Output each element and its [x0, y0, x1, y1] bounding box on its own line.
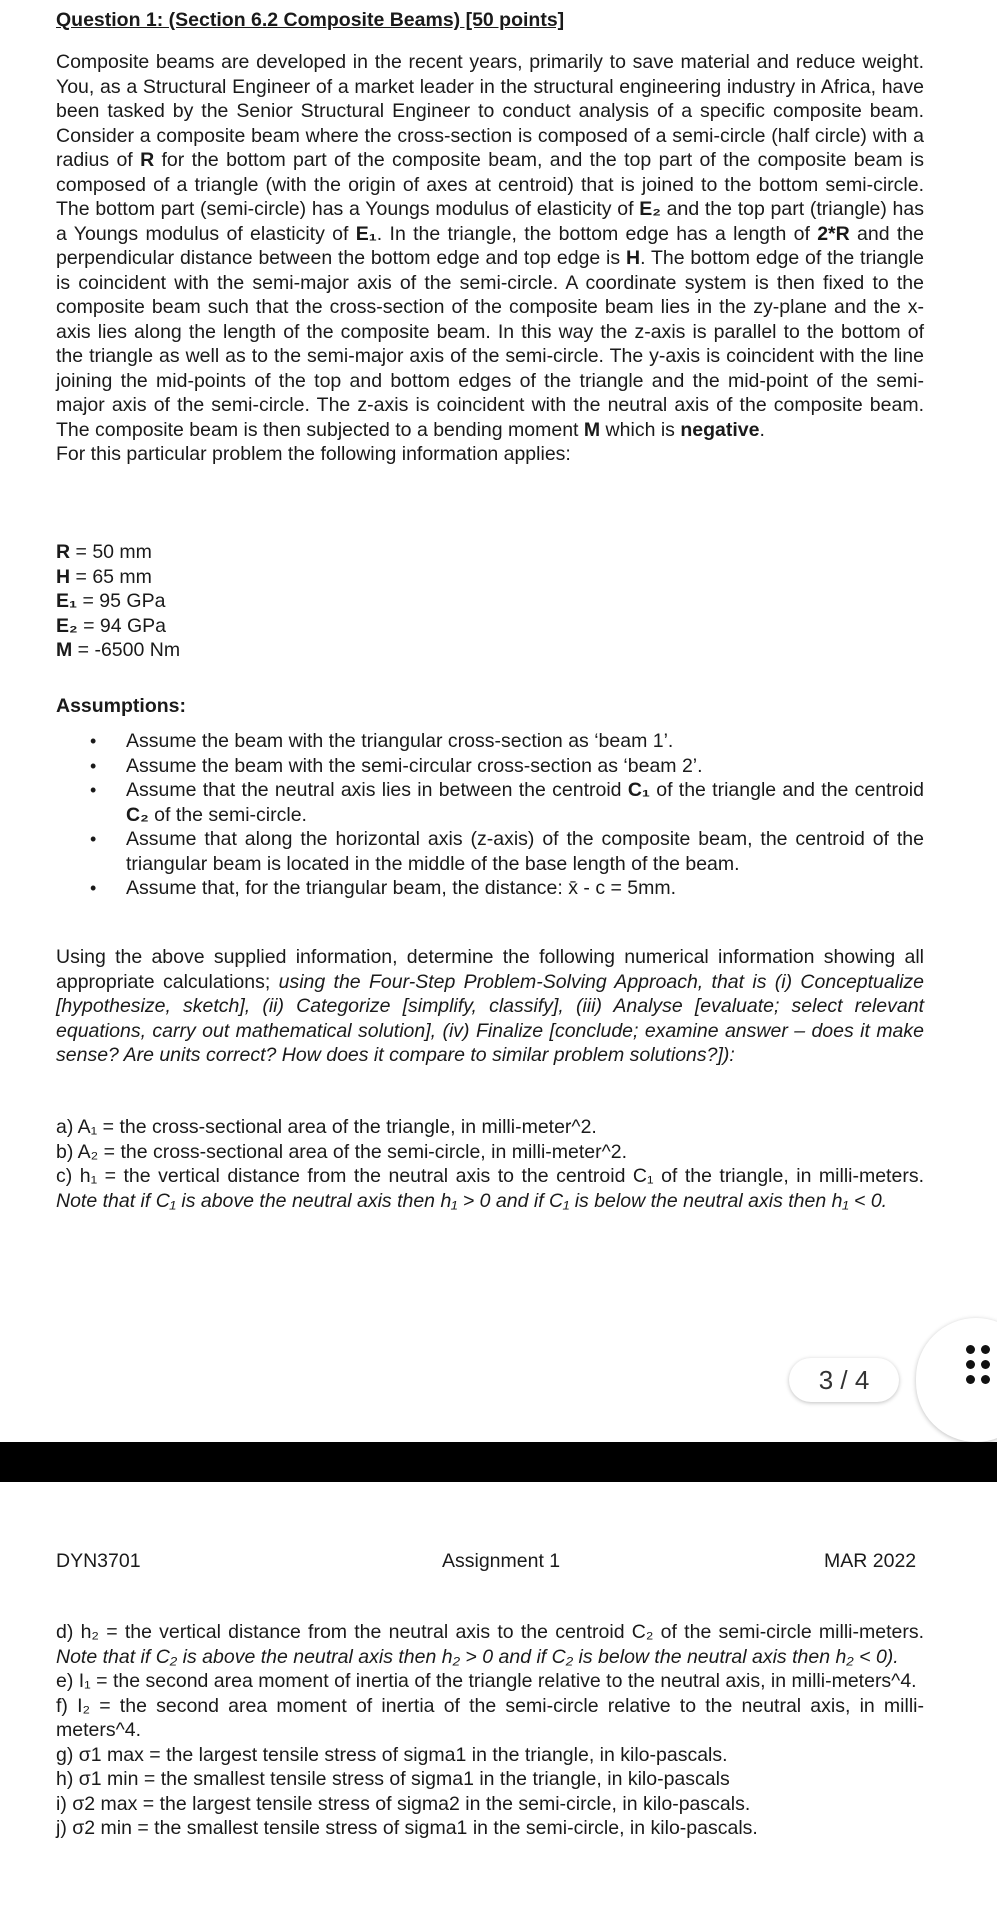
given-E1: E₁ = 95 GPa: [56, 590, 166, 612]
symbol-E2: E₂: [639, 198, 661, 220]
symbol-M: M: [583, 418, 601, 441]
header-date: MAR 2022: [824, 1550, 917, 1572]
intro-text: and the top part (triangle) has a Youngs modulus of elasticity of: [56, 198, 924, 245]
intro-text: and the perpendicular distance between the bottom edge and top edge is: [56, 222, 924, 269]
page-separator: [0, 1442, 997, 1482]
part-g: g) σ1 max = the largest tensile stress of sigma1 in the triangle, in kilo-pascals.: [56, 1743, 728, 1766]
part-f: f) I₂ = the second area moment of inertia of the semi-circle relative to the neutral axis, in milli-meters^4.: [56, 1694, 924, 1741]
given-H: H = 65 mm: [56, 565, 152, 588]
question-parts-a-c: [56, 1115, 924, 1213]
list-item: • Assume that, for the triangular beam, the distance: x̄ - c = 5mm.: [126, 876, 924, 901]
intro-text: which is: [600, 418, 681, 441]
given-values: [56, 540, 924, 663]
instructions: Using the above supplied information, determine the following numerical information showing all appropriate calculations; using the Four-Step Problem-Solving Approach, that is (i) Conceptualize [hypothesize, sketch], (ii) Categorize [simplify, classify], (iii) Analyse [evaluate; select relevant equations, carry out mathematical solution], (iv) Finalize [conclude; examine answer – does it make sense? Are units correct? How does it compare to similar problem solutions?]):: [56, 946, 924, 1066]
given-M: M = -6500 Nm: [56, 639, 181, 661]
intro-lead-in: For this particular problem the following information applies:: [56, 443, 571, 465]
intro-text: . In the triangle, the bottom edge has a length of: [376, 222, 818, 245]
symbol-2R: 2*R: [817, 222, 850, 245]
part-e: e) I₁ = the second area moment of inertia of the triangle relative to the neutral axis, in milli-meters^4.: [56, 1670, 917, 1692]
part-h: h) σ1 min = the smallest tensile stress of sigma1 in the triangle, in kilo-pascals: [56, 1768, 730, 1790]
list-item: • Assume the beam with the semi-circular cross-section as ‘beam 2’.: [126, 754, 924, 779]
list-item: • Assume the beam with the triangular cross-section as ‘beam 1’.: [126, 729, 924, 754]
intro-text: .: [759, 418, 765, 441]
part-i: i) σ2 max = the largest tensile stress of sigma2 in the semi-circle, in kilo-pascals.: [56, 1792, 751, 1815]
word-negative: negative: [680, 418, 760, 441]
header-assignment: Assignment 1: [442, 1550, 561, 1572]
symbol-H: H: [625, 247, 641, 269]
drag-dots-icon[interactable]: [966, 1345, 994, 1387]
list-item: • Assume that the neutral axis lies in between the centroid C₁ of the triangle and the centroid C₂ of the semi-circle.: [126, 778, 924, 827]
part-a: a) A₁ = the cross-sectional area of the triangle, in milli-meter^2.: [56, 1116, 597, 1138]
assumptions-heading: Assumptions:: [56, 695, 187, 717]
assumptions-list: [56, 729, 924, 901]
intro-text: for the bottom part of the composite beam, and the top part of the composite beam is composed of a triangle (with the origin of axes at centroid) that is joined to the bottom semi-circle. The bottom part (semi-circle) has a Youngs modulus of elasticity of: [56, 149, 925, 220]
intro-text: . The bottom edge of the triangle is coincident with the semi-major axis of the semi-circle. A coordinate system is then fixed to the composite beam such that the cross-section of the composite beam lies in the zy-plane and the x-axis lies along the length of the composite beam. In this way the z-axis is parallel to the bottom of the triangle as well as to the semi-major axis of the semi-circle. The y-axis is coincident with the line joining the mid-points of the top and bottom edges of the triangle and the mid-point of the semi-major axis of the semi-circle. The z-axis is coincident with the neutral axis of the composite beam. The composite beam is then subjected to a bending moment: [56, 247, 924, 441]
problem-statement: [56, 50, 924, 467]
symbol-E1: E₁: [355, 222, 377, 245]
given-R: R = 50 mm: [56, 541, 152, 563]
page-indicator: 3 / 4: [789, 1358, 899, 1402]
question-parts-d-j: [56, 1620, 924, 1841]
header-course-code: DYN3701: [56, 1550, 141, 1572]
part-b: b) A₂ = the cross-sectional area of the semi-circle, in milli-meter^2.: [56, 1140, 628, 1163]
intro-text: Composite beams are developed in the recent years, primarily to save material and reduce weight. You, as a Structural Engineer of a market leader in the structural engineering industry in Africa, have been tasked by the Senior Structural Engineer to conduct analysis of a specific composite beam. Consider a composite beam where the cross-section is composed of a semi-circle (half circle) with a radius of: [56, 51, 924, 171]
given-E2: E₂ = 94 GPa: [56, 614, 167, 637]
part-c: c) h₁ = the vertical distance from the neutral axis to the centroid C₁ of the triangle, in milli-meters. Note that if C₁ is above the neutral axis then h₁ > 0 and if C₁ is below the neutral axis then h₁ < 0.: [56, 1165, 924, 1212]
part-d: d) h₂ = the vertical distance from the neutral axis to the centroid C₂ of the semi-circle milli-meters. Note that if C₂ is above the neutral axis then h₂ > 0 and if C₂ is below the neutral axis then h₂ < 0).: [56, 1621, 924, 1668]
symbol-R: R: [140, 149, 155, 171]
part-j: j) σ2 min = the smallest tensile stress of sigma1 in the semi-circle, in kilo-pascals.: [56, 1817, 758, 1839]
list-item: • Assume that along the horizontal axis (z-axis) of the composite beam, the centroid of the triangular beam is located in the middle of the base length of the beam.: [126, 827, 924, 876]
question-title: Question 1: (Section 6.2 Composite Beams) [50 points]: [56, 9, 565, 31]
